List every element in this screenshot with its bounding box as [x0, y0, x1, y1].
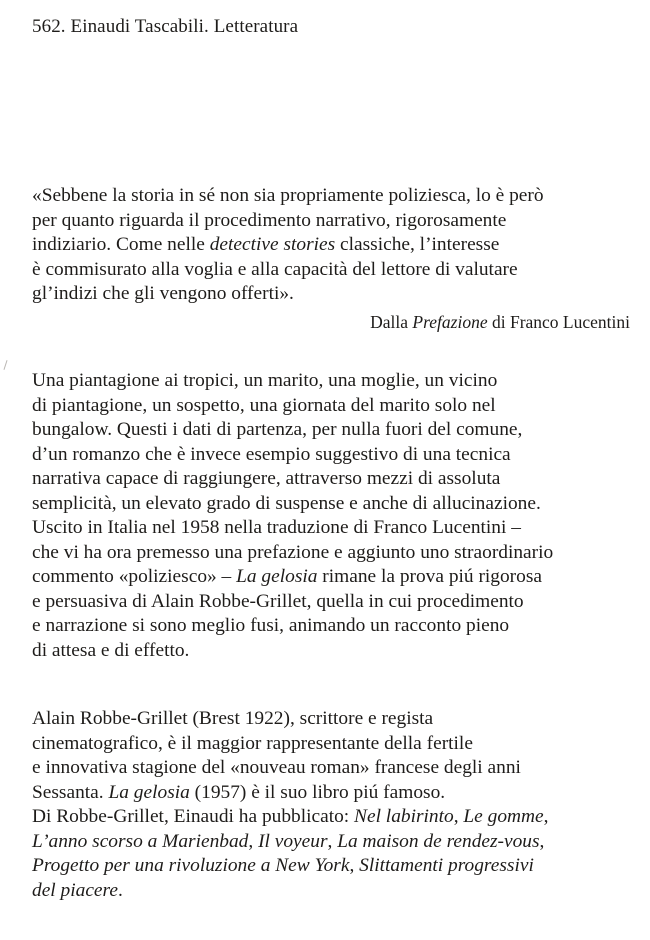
text-run: gl’indizi che gli vengono offerti». [32, 283, 294, 304]
italic-title: Il voyeur [258, 830, 328, 852]
text-run: «Sebbene la storia in sé non sia propriamente poliziesca, lo è però [32, 185, 544, 206]
text-line [32, 879, 632, 904]
text-line [32, 707, 632, 732]
text-line [32, 282, 632, 307]
text-line [32, 732, 632, 757]
text-line [32, 369, 632, 394]
text-run: di attesa e di effetto. [32, 639, 190, 661]
text-line [32, 541, 632, 566]
series-heading: 562. Einaudi Tascabili. Letteratura [32, 16, 299, 37]
text-run: indiziario. Come nelle [32, 234, 210, 255]
text-run: . [117, 879, 123, 901]
scan-mark [3, 360, 7, 370]
text-run: , [327, 830, 338, 852]
italic-title: detective stories [209, 234, 336, 255]
text-run: che vi ha ora premesso una prefazione e aggiunto uno straordinario [32, 541, 554, 563]
text-run: narrativa capace di raggiungere, attraverso mezzi di assoluta [32, 468, 501, 489]
text-line [32, 467, 632, 492]
italic-title: La maison de rendez-vous [337, 830, 540, 852]
italic-title: La gelosia [236, 566, 318, 587]
text-run: , [248, 830, 259, 852]
text-run: è commisurato alla voglia e alla capacità del lettore di valutare [32, 258, 518, 280]
quote-attribution [370, 312, 630, 333]
text-run: di piantagione, un sospetto, una giornata del marito solo nel [32, 394, 496, 416]
italic-title: Le gomme [463, 806, 544, 827]
text-line [32, 418, 632, 443]
text-run: d’un romanzo che è invece esempio suggestivo di una tecnica [32, 443, 511, 465]
text-line [32, 565, 632, 590]
synopsis-paragraph [32, 369, 632, 663]
text-line [32, 830, 632, 855]
author-bio-paragraph [32, 707, 632, 903]
text-line [32, 516, 632, 541]
text-line [32, 805, 632, 830]
text-line [32, 233, 632, 258]
text-line [32, 184, 632, 209]
text-run: , [349, 855, 360, 876]
text-run: Di Robbe-Grillet, Einaudi ha pubblicato: [32, 806, 355, 827]
text-line [32, 854, 632, 879]
italic-title: Slittamenti progressivi [359, 855, 534, 876]
text-run: cinematografico, è il maggior rappresentante della fertile [32, 732, 473, 754]
text-run: (1957) è il suo libro piú famoso. [189, 781, 446, 803]
text-run: classiche, l’interesse [335, 234, 500, 255]
text-run: e narrazione si sono meglio fusi, animando un racconto pieno [32, 615, 510, 636]
quote-block [32, 184, 632, 307]
text-run: , [453, 806, 464, 827]
text-run: per quanto riguarda il procedimento narrativo, rigorosamente [32, 209, 507, 231]
text-run: , [543, 806, 549, 827]
text-line [32, 781, 632, 806]
text-run: rimane la prova piú rigorosa [317, 566, 542, 587]
attribution-work-title: Prefazione [412, 312, 488, 332]
text-line [32, 756, 632, 781]
text-line [32, 258, 632, 283]
text-line [32, 614, 632, 639]
italic-title: La gelosia [108, 781, 190, 803]
text-line [32, 639, 632, 664]
text-run: e persuasiva di Alain Robbe-Grillet, quella in cui procedimento [32, 590, 524, 612]
text-run: semplicità, un elevato grado di suspense e anche di allucinazione. [32, 492, 541, 514]
text-run: Alain Robbe-Grillet (Brest 1922), scrittore e regista [32, 708, 434, 729]
text-run: Una piantagione ai tropici, un marito, una moglie, un vicino [32, 370, 498, 391]
text-run: Uscito in Italia nel 1958 nella traduzione di Franco Lucentini – [32, 517, 521, 538]
text-line [32, 590, 632, 615]
text-line [32, 394, 632, 419]
text-run: e innovativa stagione del «nouveau roman» francese degli anni [32, 757, 521, 778]
attribution-prefix: Dalla [370, 312, 413, 332]
italic-title: del piacere [32, 879, 118, 901]
text-run: bungalow. Questi i dati di partenza, per nulla fuori del comune, [32, 419, 523, 440]
text-line [32, 443, 632, 468]
attribution-suffix: di Franco Lucentini [487, 312, 630, 332]
text-run: , [539, 830, 545, 852]
italic-title: Nel labirinto [354, 806, 454, 827]
text-run: commento «poliziesco» – [32, 566, 237, 587]
italic-title: L’anno scorso a Marienbad [32, 830, 249, 852]
text-run: Sessanta. [32, 781, 109, 803]
text-line [32, 492, 632, 517]
italic-title: Progetto per una rivoluzione a New York [32, 855, 350, 876]
text-line [32, 209, 632, 234]
